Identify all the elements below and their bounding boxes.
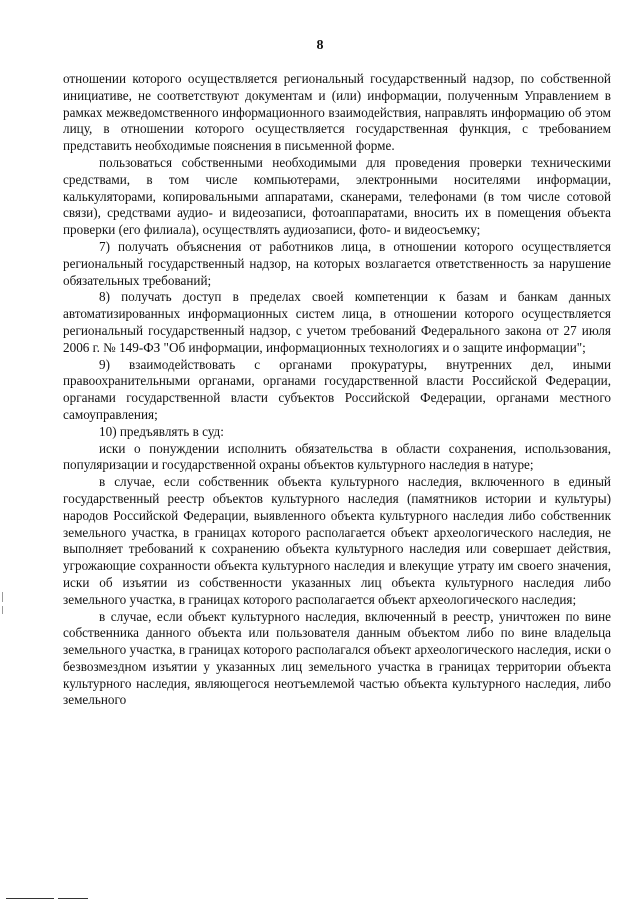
paragraph-item-7: 7) получать объяснения от работников лица, в отношении которого осуществляется региональный государственный надзор, на которых возлагается ответственность за нарушение обязательных требований;	[63, 238, 611, 288]
paragraph-continued: отношении которого осуществляется региональный государственный надзор, по собственной инициативе, не соответствуют документам и (или) информации, полученным Управлением в рамках межведомственного информационного взаимодействия, направлять информацию об этом лицу, в отношении которого осуществляется государственная функция, с требованием представить необходимые пояснения в письменной форме.	[63, 71, 611, 154]
scan-bottom-line	[6, 898, 54, 899]
scan-edge-mark	[2, 592, 3, 602]
paragraph-item-9: 9) взаимодействовать с органами прокуратуры, внутренних дел, иными правоохранительными органами, органами государственной власти Российской Федерации, органами государственной власти субъектов Российской Федерации, органами местного самоуправления;	[63, 356, 611, 422]
paragraph-lawsuits-seizure: в случае, если собственник объекта культурного наследия, включенного в единый государственный реестр объектов культурного наследия (памятников истории и культуры) народов Российской Федерации, выявленного объекта культурного наследия либо собственник земельного участка, в границах которого располагается объект археологического наследия, не выполняет требований к сохранению объекта культурного наследия или совершает действия, угрожающие сохранности объекта культурного наследия и влекущие утрату им своего значения, иски об изъятии из собственности указанных лиц объекта культурного наследия либо земельного участка, в границах которого располагается объект археологического наследия;	[63, 474, 611, 607]
body-text	[63, 71, 611, 709]
page-number: 8	[316, 38, 324, 53]
paragraph-item-10: 10) предъявлять в суд:	[99, 423, 224, 439]
scan-bottom-line	[58, 898, 88, 899]
paragraph-technical-means: пользоваться собственными необходимыми для проведения проверки техническими средствами, в том числе компьютерами, электронными носителями информации, калькуляторами, копировальными аппаратами, сканерами, телефонами (в том числе сотовой связи), средствами аудио- и видеозаписи, фотоаппаратами, вносить их в помещения объекта проверки (его филиала), осуществлять аудиозаписи, фото- и видеосъемку;	[63, 154, 611, 238]
paragraph-lawsuits-obligations: иски о понуждении исполнить обязательства в области сохранения, использования, популяризации и государственной охраны объектов культурного наследия в натуре;	[63, 440, 611, 473]
scan-edge-mark	[2, 606, 3, 614]
paragraph-lawsuits-destroyed: в случае, если объект культурного наследия, включенный в реестр, уничтожен по вине собственника данного объекта или пользователя данным объектом либо по вине владельца земельного участка, в границах которого располагался объект археологического наследия, иски о безвозмездном изъятии у указанных лиц земельного участка в границах территории объекта культурного наследия, являющегося неотъемлемой частью объекта культурного наследия, либо земельного	[63, 608, 611, 708]
paragraph-item-8: 8) получать доступ в пределах своей компетенции к базам и банкам данных автоматизированных информационных систем лица, в отношении которого осуществляется региональный государственный надзор, с учетом требований Федерального закона от 27 июля 2006 г. № 149-ФЗ "Об информации, информационных технологиях и о защите информации";	[63, 289, 611, 355]
